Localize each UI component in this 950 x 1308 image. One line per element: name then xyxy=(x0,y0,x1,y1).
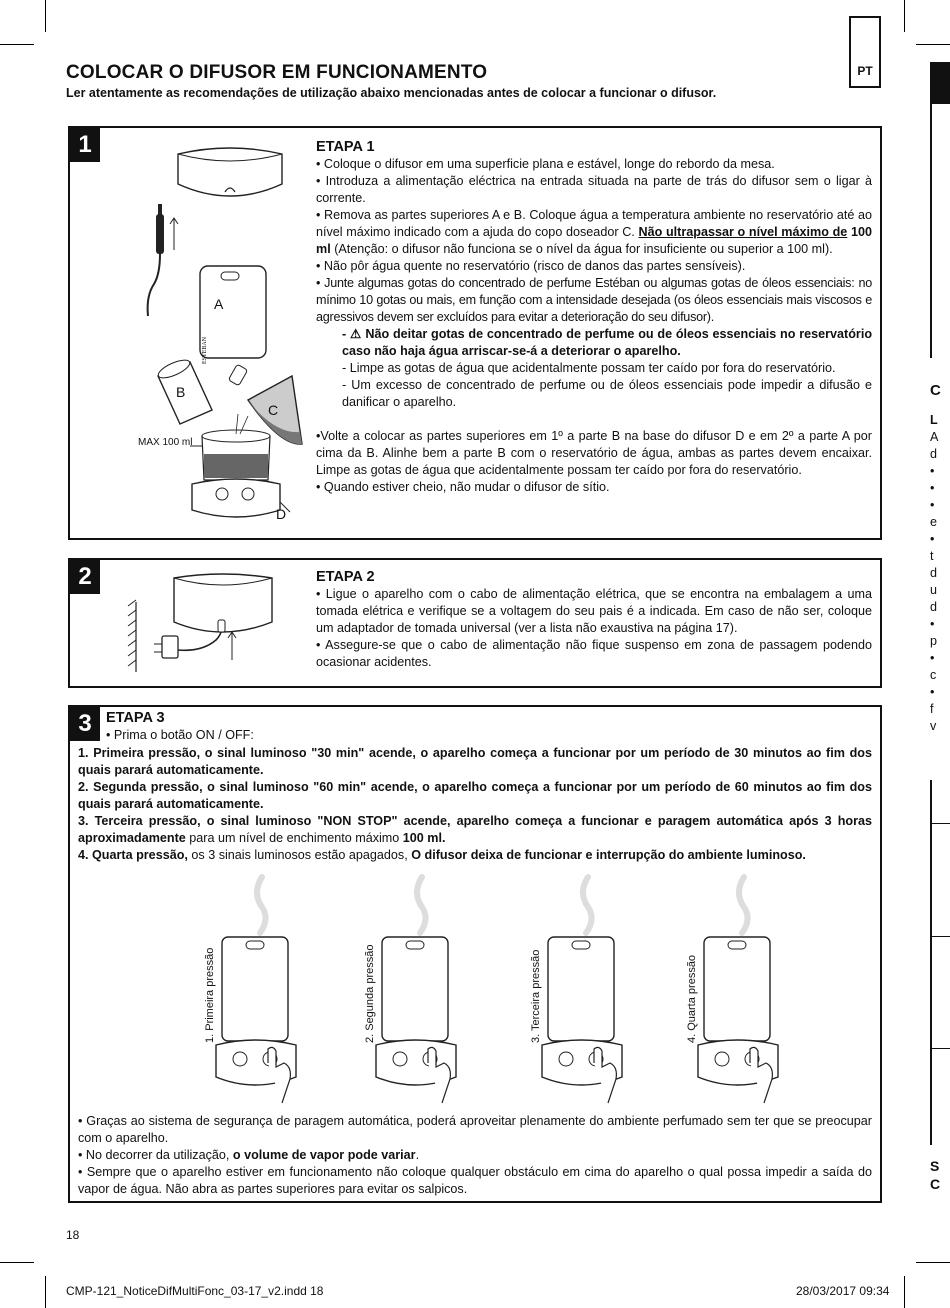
step1-box xyxy=(68,126,882,540)
step1-p6: •Volte a colocar as partes superiores em 1º a parte B na base do difusor D e em 2º a parte A por cima da B. Alinhe bem a parte B com o reservatório de água, ambas as partes devem encaixar. Limpe as gotas de água que acidentalmente possam ter caído por fora do reservatório. xyxy=(316,429,872,477)
brand-logo: ESTEBAN xyxy=(202,337,208,364)
step1-p5: • Junte algumas gotas do concentrado de perfume Estéban ou algumas gotas de óleos essenciais: no mínimo 10 gotas ou mais, em função com a intensidade desejada (os óleos essenciais mais viscosos e agressivos devem ser excluídos para evitar a deterioração do seu difusor). xyxy=(316,276,872,324)
next-page-letter: S xyxy=(930,1158,940,1174)
step3-title: ETAPA 3 xyxy=(106,710,165,726)
step3-item-3: 3. Terceira pressão, o sinal luminoso "NON STOP" acende, aparelho começa a funcionar e paragem automática após 3 horas aproximadamente para um nível de enchimento máximo 100 ml. xyxy=(78,814,872,845)
step2-p1: • Ligue o aparelho com o cabo de alimentação elétrica, que se encontra na embalagem a uma tomada elétrica e verifique se a voltagem do seu pais é a indicada. Em caso de não ser, coloque um adaptador de tomada universal (ver a lista não exaustiva na página 17). xyxy=(316,587,872,635)
next-page-edge xyxy=(930,780,950,1145)
next-page-edge xyxy=(930,62,950,104)
step3-number: 3 xyxy=(70,707,100,741)
page-number: 18 xyxy=(66,1228,80,1242)
step3-b2: • No decorrer da utilização, o volume de vapor pode variar. xyxy=(78,1148,420,1162)
step2-text xyxy=(316,568,872,671)
step1-w3: - Um excesso de concentrado de perfume ou de óleos essenciais pode impedir a difusão e danificar o aparelho. xyxy=(342,378,872,409)
page-subtitle: Ler atentamente as recomendações de utilização abaixo mencionadas antes de colocar a funcionar o difusor. xyxy=(66,86,717,100)
step1-p4: • Não pôr água quente no reservatório (risco de danos das partes sensíveis). xyxy=(316,259,746,273)
step3-list xyxy=(78,745,872,864)
step3-item-2: 2. Segunda pressão, o sinal luminoso "60 min" acende, o aparelho começa a funcionar por um período de 60 minutos ao fim dos quais parará automaticamente. xyxy=(78,780,872,811)
step3-item-4: 4. Quarta pressão, os 3 sinais luminosos estão apagados, O difusor deixa de funcionar e interrupção do ambiente luminoso. xyxy=(78,848,806,862)
warning-icon: ⚠ xyxy=(350,327,362,341)
next-page-letter: C xyxy=(930,1176,941,1192)
step3-box xyxy=(68,705,882,1203)
step1-p2: • Introduza a alimentação eléctrica na entrada situada na parte de trás do difusor sem o ligar à corrente. xyxy=(316,174,872,205)
label-part-c: C xyxy=(268,402,279,418)
step3-b1: • Graças ao sistema de segurança de paragem automática, poderá aproveitar plenamente do ambiente perfumado sem ter que se preocupar com o aparelho. xyxy=(78,1114,872,1145)
step2-title: ETAPA 2 xyxy=(316,569,375,585)
step2-p2: • Assegure-se que o cabo de alimentação não fique suspenso em zona de passagem podendo ocasionar acidentes. xyxy=(316,638,872,669)
step1-warning: - ⚠ Não deitar gotas de concentrado de perfume ou de óleos essenciais no reservatório caso não haja água arriscar-se-á a deteriorar o aparelho. xyxy=(342,327,873,358)
step3-header xyxy=(106,709,866,744)
step2-illustration xyxy=(122,570,302,680)
next-page-letters: C L A d • • • e • t d u d • p • c • f v xyxy=(930,382,941,733)
step1-p3: • Remova as partes superiores A e B. Coloque água a temperatura ambiente no reservatório até ao nível máximo indicado com a ajuda do copo doseador C. Não ultrapassar o nível máximo de 100 ml (Atenção: o difusor não funciona se o nível da água for insuficiente ou superior a 100 ml). xyxy=(316,208,872,256)
fig-label-2: 2. Segunda pressão xyxy=(364,944,376,1043)
step1-number: 1 xyxy=(70,128,100,162)
step3-figures xyxy=(70,867,880,1117)
label-max-level: MAX 100 ml xyxy=(138,437,193,448)
label-part-d: D xyxy=(276,506,287,522)
fig-label-3: 3. Terceira pressão xyxy=(530,949,542,1043)
step2-box xyxy=(68,558,882,688)
fig-label-4: 4. Quarta pressão xyxy=(686,954,698,1043)
step3-item-1: 1. Primeira pressão, o sinal luminoso "30 min" acende, o aparelho começa a funcionar por um período de 30 minutos ao fim dos quais parará automaticamente. xyxy=(78,746,872,777)
step3-b3: • Sempre que o aparelho estiver em funcionamento não coloque qualquer obstáculo em cima do aparelho o qual possa impedir a saída do vapor de água. Não abra as partes superiores para evitar os salpicos. xyxy=(78,1165,872,1196)
fig-label-1: 1. Primeira pressão xyxy=(204,947,216,1043)
step1-p7: • Quando estiver cheio, não mudar o difusor de sítio. xyxy=(316,480,610,494)
step1-w2: - Limpe as gotas de água que acidentalmente possam ter caído por fora do reservatório. xyxy=(342,361,836,375)
step2-number: 2 xyxy=(70,560,100,594)
step3-bullets xyxy=(78,1113,872,1198)
next-page-edge xyxy=(930,104,932,358)
language-tab: PT xyxy=(849,16,881,88)
label-part-a: A xyxy=(214,296,224,312)
step1-p1: • Coloque o difusor em uma superficie plana e estável, longe do rebordo da mesa. xyxy=(316,157,775,171)
step1-text xyxy=(316,138,872,496)
step1-title: ETAPA 1 xyxy=(316,139,375,155)
step3-p0: • Prima o botão ON / OFF: xyxy=(106,728,254,742)
page-title: COLOCAR O DIFUSOR EM FUNCIONAMENTO xyxy=(66,62,488,83)
footer-date: 28/03/2017 09:34 xyxy=(796,1284,890,1298)
footer-file: CMP-121_NoticeDifMultiFonc_03-17_v2.indd 18 xyxy=(66,1284,324,1298)
label-part-b: B xyxy=(176,384,186,400)
